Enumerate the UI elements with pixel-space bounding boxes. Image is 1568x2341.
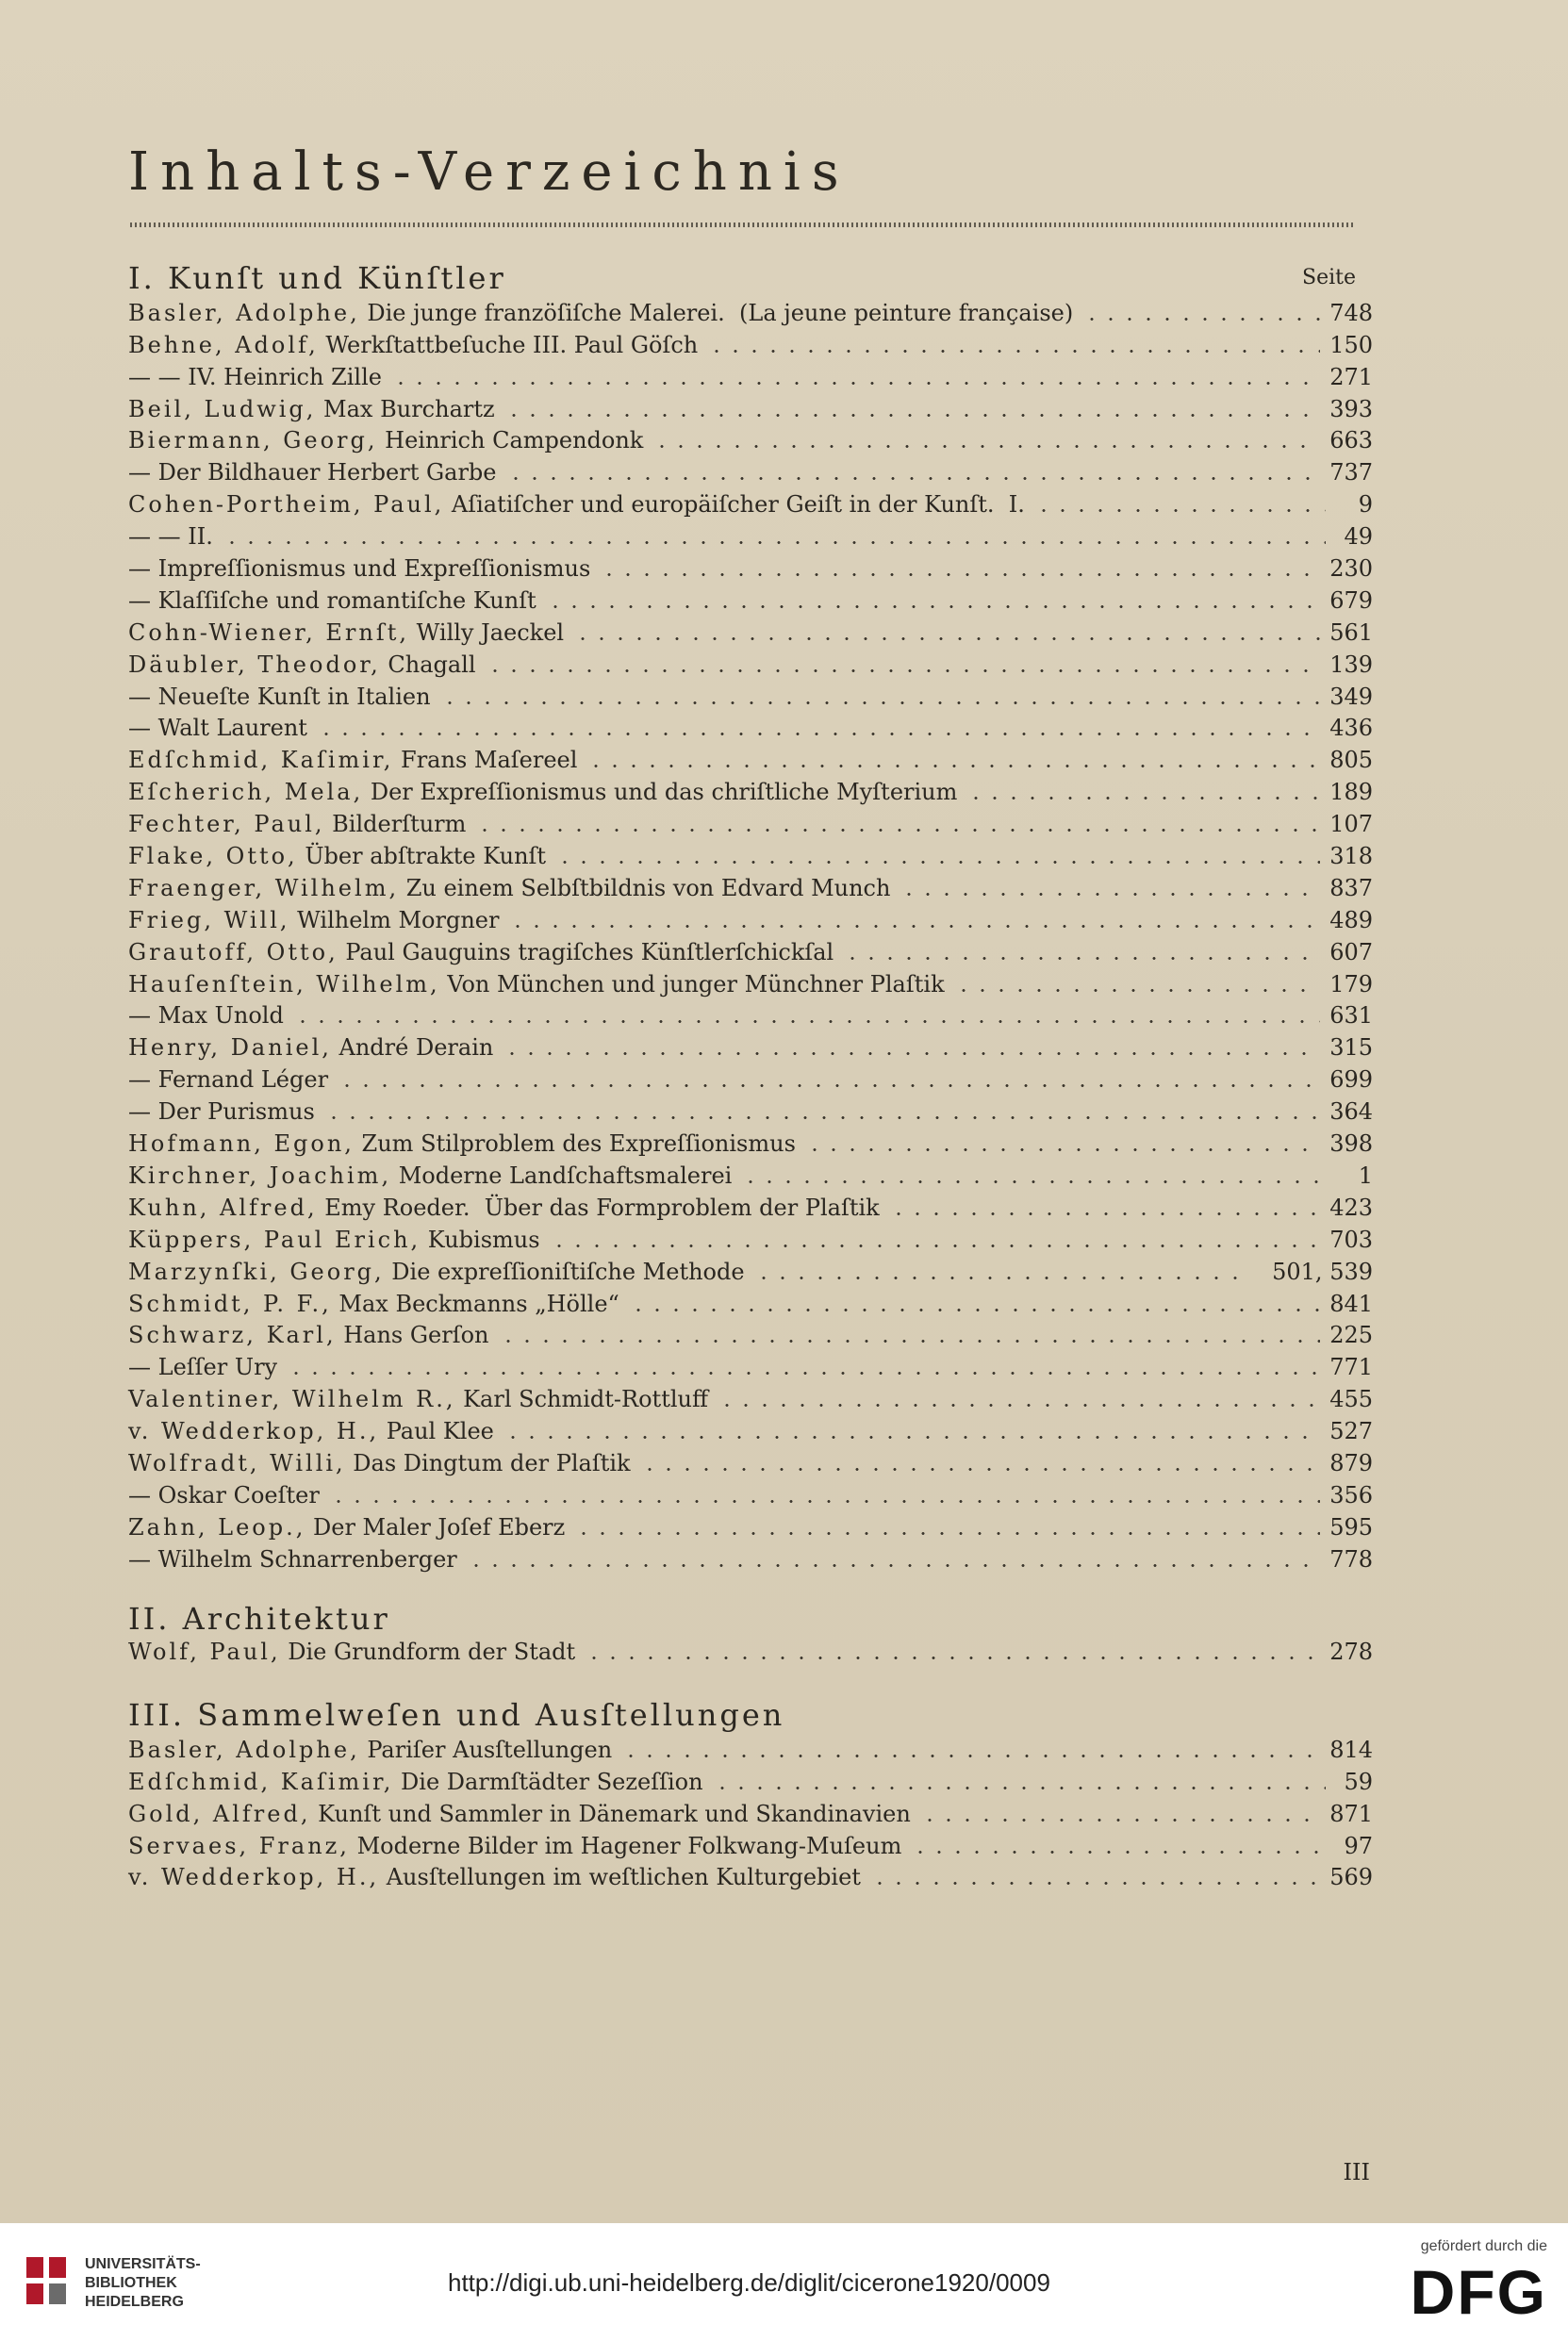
toc-leader-dots xyxy=(499,1340,1321,1343)
toc-leader-dots xyxy=(329,1500,1320,1503)
toc-leader-dots xyxy=(621,1755,1320,1757)
toc-entry-title: Paul Gauguins tragiſches Künſtlerſchickſal xyxy=(338,938,834,965)
toc-leader-dots xyxy=(573,637,1320,640)
toc-entry-author: Schmidt, P. F., xyxy=(128,1290,332,1317)
toc-entry xyxy=(128,867,1373,899)
toc-leader-dots xyxy=(754,1277,1241,1279)
toc-entry-author: Hauſenſtein, Wilhelm, xyxy=(128,970,440,997)
toc-leader-dots xyxy=(287,1372,1320,1375)
toc-entry xyxy=(128,835,1373,870)
section-heading-kunst: I. Kunſt und Künſtler xyxy=(128,260,506,296)
toc-leader-dots xyxy=(574,1532,1320,1535)
toc-entry-page: 364 xyxy=(1329,1098,1373,1126)
permalink-url[interactable]: http://digi.ub.uni-heidelberg.de/diglit/cicerone1920/0009 xyxy=(448,2268,1050,2297)
toc-entry-page: 501, 539 xyxy=(1272,1258,1373,1285)
toc-leader-dots xyxy=(640,1468,1321,1471)
toc-entry-page: 703 xyxy=(1329,1226,1373,1253)
toc-entry-author: Edſchmid, Kaſimir, xyxy=(128,1768,394,1795)
toc-entry-title: Wilhelm Morgner xyxy=(289,906,500,933)
toc-entry xyxy=(128,1378,1373,1413)
toc-entry-page: 595 xyxy=(1329,1513,1373,1541)
toc-entry-author: Biermann, Georg, xyxy=(128,427,378,454)
toc-entry-page: 1 xyxy=(1358,1162,1373,1189)
toc-leader-dots xyxy=(920,1819,1320,1822)
toc-entry xyxy=(128,1507,1373,1539)
toc-leader-dots xyxy=(550,1245,1321,1247)
toc-entry xyxy=(128,803,1373,838)
toc-leader-dots xyxy=(911,1851,1326,1854)
toc-leader-dots xyxy=(338,1084,1320,1087)
toc-entry xyxy=(128,516,1373,551)
toc-entry-author: Edſchmid, Kaſimir, xyxy=(128,747,394,774)
toc-entry xyxy=(128,1729,1373,1761)
toc-entry xyxy=(128,1761,1373,1793)
toc-leader-dots xyxy=(652,445,1320,448)
toc-leader-dots xyxy=(707,350,1320,353)
toc-entry-page: 663 xyxy=(1329,427,1373,454)
toc-leader-dots xyxy=(506,477,1321,480)
toc-leader-dots xyxy=(629,1309,1320,1311)
toc-entry-page: 423 xyxy=(1329,1194,1373,1221)
toc-entry-author: Küppers, Paul Erich, xyxy=(128,1226,421,1253)
toc-entry-title: — Der Bildhauer Herbert Garbe xyxy=(128,459,497,486)
page-numeral: III xyxy=(1343,2159,1370,2185)
toc-entry-author: Flake, Otto, xyxy=(128,843,298,870)
toc-entry-page: 841 xyxy=(1329,1290,1373,1317)
toc-entry-page: 230 xyxy=(1329,555,1373,583)
toc-entry xyxy=(128,931,1373,964)
toc-entry-page: 805 xyxy=(1329,747,1373,774)
toc-entry-page: 139 xyxy=(1329,651,1373,678)
library-line-2: BIBLIOTHEK xyxy=(85,2275,177,2291)
toc-entry-page: 679 xyxy=(1329,586,1373,614)
toc-entry-author: Fechter, Paul, xyxy=(128,811,325,838)
toc-entry-page: 871 xyxy=(1329,1800,1373,1827)
toc-entry-page: 489 xyxy=(1329,906,1373,933)
toc-entry xyxy=(128,324,1373,356)
toc-entry-title: Bilderſturm xyxy=(324,811,467,838)
toc-entry-author: Henry, Daniel, xyxy=(128,1034,332,1062)
page-title: Inhalts-Verzeichnis xyxy=(128,141,850,203)
toc-entry-title: — Leſſer Ury xyxy=(128,1354,278,1381)
toc-entry-title: Karl Schmidt-Rottluff xyxy=(455,1386,709,1413)
toc-entry xyxy=(128,996,1373,1028)
toc-entry-title: Zu einem Selbſtbildnis von Edvard Munch xyxy=(399,874,891,901)
toc-entry-title: Die Darmſtädter Sezeſſion xyxy=(393,1768,703,1795)
toc-entry-title: — Neueſte Kunſt in Italien xyxy=(128,683,431,710)
toc-leader-dots xyxy=(1082,318,1320,321)
toc-entry xyxy=(128,1219,1373,1251)
toc-entry-page: 179 xyxy=(1329,970,1373,997)
toc-entry xyxy=(128,1475,1373,1507)
seite-label: Seite xyxy=(1302,266,1356,289)
toc-entry-title: — — IV. Heinrich Zille xyxy=(128,363,382,390)
toc-entry xyxy=(128,739,1373,774)
toc-leader-dots xyxy=(317,733,1320,735)
toc-entry xyxy=(128,676,1373,708)
toc-entry-author: Eſcherich, Mela, xyxy=(128,779,364,806)
toc-entry-title: Die expreſſioniſtiſche Methode xyxy=(384,1258,745,1285)
toc-entry xyxy=(128,771,1373,806)
toc-entry-page: 9 xyxy=(1358,491,1373,519)
toc-entry-title: Werkſtattbeſuche III. Paul Göſch xyxy=(318,331,699,358)
toc-entry xyxy=(128,420,1373,453)
toc-leader-dots xyxy=(508,925,1320,928)
toc-entry-title: — Max Unold xyxy=(128,1002,284,1030)
toc-entry-title: Das Dingtum der Plaſtik xyxy=(345,1449,631,1476)
toc-entry-author: Cohn-Wiener, Ernſt, xyxy=(128,618,410,646)
toc-entry-author: Basler, Adolphe, xyxy=(128,1736,360,1763)
toc-leader-dots xyxy=(586,765,1320,767)
toc-entry xyxy=(128,1123,1373,1158)
toc-entry-author: Zahn, Leop., xyxy=(128,1513,306,1541)
university-library-name[interactable] xyxy=(85,2255,201,2312)
toc-entry-title: Pariſer Ausſtellungen xyxy=(359,1736,613,1763)
toc-leader-dots xyxy=(223,541,1326,544)
toc-leader-dots xyxy=(546,605,1320,608)
toc-entry xyxy=(128,1410,1373,1443)
toc-entry xyxy=(128,292,1373,324)
toc-list-sammelwesen xyxy=(128,1729,1373,1891)
toc-leader-dots xyxy=(503,1436,1320,1439)
toc-leader-dots xyxy=(440,701,1321,704)
toc-entry-title: Hans Gerſon xyxy=(336,1322,489,1349)
toc-entry-title: Kubismus xyxy=(421,1226,540,1253)
toc-leader-dots xyxy=(475,829,1320,832)
toc-entry xyxy=(128,484,1373,519)
toc-entry-title: Moderne Landſchaftsmalerei xyxy=(391,1162,733,1189)
toc-entry-page: 189 xyxy=(1329,779,1373,806)
toc-leader-dots xyxy=(503,1052,1320,1055)
toc-entry-page: 607 xyxy=(1329,938,1373,965)
toc-entry-author: Kuhn, Alfred, xyxy=(128,1194,318,1221)
toc-entry-title: — Oskar Coeſter xyxy=(128,1481,320,1508)
toc-entry-title: Der Expreſſionismus und das chriſtliche Myſterium xyxy=(363,779,958,806)
toc-entry-title: Max Beckmanns „Hölle“ xyxy=(331,1290,619,1317)
toc-entry-title: Zum Stilproblem des Expreſſionismus xyxy=(354,1130,796,1158)
toc-entry xyxy=(128,1793,1373,1825)
toc-entry-page: 97 xyxy=(1344,1832,1373,1859)
toc-entry-page: 49 xyxy=(1344,523,1373,551)
toc-entry xyxy=(128,612,1373,644)
toc-entry-author: Frieg, Will, xyxy=(128,906,290,933)
toc-entry-author: Marzynſki, Georg, xyxy=(128,1258,385,1285)
toc-leader-dots xyxy=(504,414,1321,417)
toc-entry-title: — Fernand Léger xyxy=(128,1066,329,1094)
toc-entry-page: 771 xyxy=(1329,1354,1373,1381)
toc-entry xyxy=(128,964,1373,996)
toc-entry-title: — Impreſſionismus und Expreſſionismus xyxy=(128,555,591,583)
toc-entry-title: Der Maler Joſef Eberz xyxy=(305,1513,566,1541)
toc-entry-page: 879 xyxy=(1329,1449,1373,1476)
toc-entry-page: 349 xyxy=(1329,683,1373,710)
toc-entry-author: Däubler, Theodor, xyxy=(128,651,381,678)
toc-entry-page: 150 xyxy=(1329,331,1373,358)
toc-leader-dots xyxy=(966,797,1320,800)
toc-leader-dots xyxy=(600,573,1320,576)
toc-entry-title: — Wilhelm Schnarrenberger xyxy=(128,1545,457,1573)
toc-leader-dots xyxy=(889,1212,1320,1215)
toc-entry-page: 393 xyxy=(1329,395,1373,422)
toc-entry-title: — Walt Laurent xyxy=(128,715,307,742)
toc-entry-page: 837 xyxy=(1329,874,1373,901)
toc-entry-title: Moderne Bilder im Hagener Folkwang-Muſeum xyxy=(349,1832,902,1859)
toc-entry-title: Chagall xyxy=(380,651,476,678)
toc-entry xyxy=(128,1027,1373,1062)
toc-entry-title: Emy Roeder. Über das Formproblem der Plaſtik xyxy=(317,1194,880,1221)
toc-entry-title: Willy Jaeckel xyxy=(409,618,565,646)
toc-entry-page: 814 xyxy=(1329,1736,1373,1763)
toc-entry-title: Aſiatiſcher und europäiſcher Geiſt in der Kunſt. I. xyxy=(444,491,1025,519)
toc-leader-dots xyxy=(391,382,1320,385)
toc-leader-dots xyxy=(870,1882,1320,1885)
toc-leader-dots xyxy=(555,861,1320,864)
toc-leader-dots xyxy=(900,893,1320,896)
toc-entry-title: Über abſtrakte Kunſt xyxy=(297,843,547,870)
toc-entry-title: Kunſt und Sammler in Dänemark und Skandinavien xyxy=(310,1800,911,1827)
toc-entry-page: 356 xyxy=(1329,1481,1373,1508)
toc-entry-page: 436 xyxy=(1329,715,1373,742)
toc-entry-title: Die junge franzöſiſche Malerei. (La jeune peinture française) xyxy=(359,299,1074,326)
toc-entry xyxy=(128,1825,1373,1857)
dfg-logo[interactable]: DFG xyxy=(1410,2257,1547,2327)
toc-leader-dots xyxy=(486,669,1321,672)
toc-entry-page: 107 xyxy=(1329,811,1373,838)
toc-entry-page: 631 xyxy=(1329,1002,1373,1030)
toc-entry-title: Paul Klee xyxy=(379,1418,494,1445)
library-line-1: UNIVERSITÄTS- xyxy=(85,2256,201,2272)
toc-entry xyxy=(128,452,1373,484)
toc-entry xyxy=(128,1251,1373,1283)
toc-entry-author: Fraenger, Wilhelm, xyxy=(128,874,400,901)
toc-entry-page: 699 xyxy=(1329,1066,1373,1094)
toc-entry xyxy=(128,899,1373,931)
toc-entry-author: Beil, Ludwig, xyxy=(128,395,317,422)
toc-entry-title: Frans Maſereel xyxy=(393,747,578,774)
toc-entry xyxy=(128,548,1373,583)
toc-entry-page: 455 xyxy=(1329,1386,1373,1413)
toc-entry-page: 398 xyxy=(1329,1130,1373,1158)
toc-entry-page: 778 xyxy=(1329,1545,1373,1573)
toc-entry xyxy=(128,1187,1373,1219)
toc-leader-dots xyxy=(718,1404,1320,1407)
toc-entry xyxy=(128,1091,1373,1126)
toc-entry-title: — Der Purismus xyxy=(128,1098,315,1126)
toc-entry-title: Von München und junger Münchner Plaſtik xyxy=(439,970,945,997)
title-dotted-rule xyxy=(130,223,1356,227)
toc-leader-dots xyxy=(805,1148,1320,1151)
toc-entry-title: André Derain xyxy=(331,1034,494,1062)
toc-leader-dots xyxy=(954,989,1321,992)
toc-entry-author: Cohen-Portheim, Paul, xyxy=(128,491,445,519)
toc-entry-page: 225 xyxy=(1329,1322,1373,1349)
viewer-footer xyxy=(0,2223,1568,2341)
toc-entry-page: 59 xyxy=(1344,1768,1373,1795)
toc-entry-author: Wolf, Paul, xyxy=(128,1638,281,1665)
toc-list-architektur xyxy=(128,1631,1373,1663)
toc-entry xyxy=(128,1315,1373,1347)
toc-entry-author: Basler, Adolphe, xyxy=(128,299,360,326)
university-library-logo-icon[interactable] xyxy=(21,2251,74,2314)
toc-entry xyxy=(128,388,1373,420)
toc-entry-title: Die Grundform der Stadt xyxy=(280,1638,576,1665)
toc-entry xyxy=(128,1283,1373,1315)
toc-entry-title: — — II. xyxy=(128,523,213,551)
toc-leader-dots xyxy=(1034,509,1326,512)
library-line-3: HEIDELBERG xyxy=(85,2294,184,2310)
toc-entry-page: 561 xyxy=(1329,618,1373,646)
toc-entry xyxy=(128,1631,1373,1663)
toc-entry-author: v. Wedderkop, H., xyxy=(128,1418,380,1445)
toc-entry xyxy=(128,1059,1373,1094)
toc-entry xyxy=(128,644,1373,676)
toc-list-kunst xyxy=(128,292,1373,1571)
toc-entry-page: 737 xyxy=(1329,459,1373,486)
toc-leader-dots xyxy=(293,1020,1320,1023)
toc-entry-page: 748 xyxy=(1329,299,1373,326)
toc-entry-title: Ausſtellungen im weſtlichen Kulturgebiet xyxy=(379,1864,861,1891)
toc-leader-dots xyxy=(324,1116,1320,1119)
toc-entry-page: 569 xyxy=(1329,1864,1373,1891)
toc-entry-page: 271 xyxy=(1329,363,1373,390)
toc-leader-dots xyxy=(741,1180,1326,1183)
toc-entry-title: Max Burchartz xyxy=(316,395,495,422)
toc-entry xyxy=(128,580,1373,612)
toc-leader-dots xyxy=(467,1564,1320,1567)
toc-entry-author: v. Wedderkop, H., xyxy=(128,1864,380,1891)
toc-leader-dots xyxy=(713,1787,1326,1789)
toc-entry-title: Heinrich Campendonk xyxy=(377,427,644,454)
toc-entry-author: Wolfradt, Willi, xyxy=(128,1449,346,1476)
toc-entry-author: Hofmann, Egon, xyxy=(128,1130,355,1158)
toc-entry-author: Grautoff, Otto, xyxy=(128,938,338,965)
toc-entry xyxy=(128,1539,1373,1571)
toc-leader-dots xyxy=(585,1657,1320,1659)
toc-entry xyxy=(128,1346,1373,1381)
toc-leader-dots xyxy=(843,957,1320,960)
funding-label: gefördert durch die xyxy=(1420,2238,1547,2254)
toc-entry-page: 315 xyxy=(1329,1034,1373,1062)
toc-entry-page: 278 xyxy=(1329,1638,1373,1665)
toc-entry xyxy=(128,1857,1373,1889)
toc-entry-author: Valentiner, Wilhelm R., xyxy=(128,1386,456,1413)
section-heading-architektur: II. Architektur xyxy=(128,1601,390,1637)
toc-entry-author: Gold, Alfred, xyxy=(128,1800,311,1827)
toc-entry xyxy=(128,708,1373,740)
toc-entry-author: Behne, Adolf, xyxy=(128,331,319,358)
section-heading-sammelwesen: III. Sammelweſen und Ausſtellungen xyxy=(128,1697,785,1733)
toc-entry-page: 318 xyxy=(1329,843,1373,870)
toc-entry-author: Kirchner, Joachim, xyxy=(128,1162,392,1189)
toc-entry xyxy=(128,1443,1373,1475)
toc-entry-page: 527 xyxy=(1329,1418,1373,1445)
toc-entry-title: — Klaſſiſche und romantiſche Kunſt xyxy=(128,586,536,614)
toc-entry xyxy=(128,1155,1373,1187)
toc-entry-author: Schwarz, Karl, xyxy=(128,1322,337,1349)
toc-entry-author: Servaes, Franz, xyxy=(128,1832,350,1859)
toc-entry xyxy=(128,356,1373,388)
